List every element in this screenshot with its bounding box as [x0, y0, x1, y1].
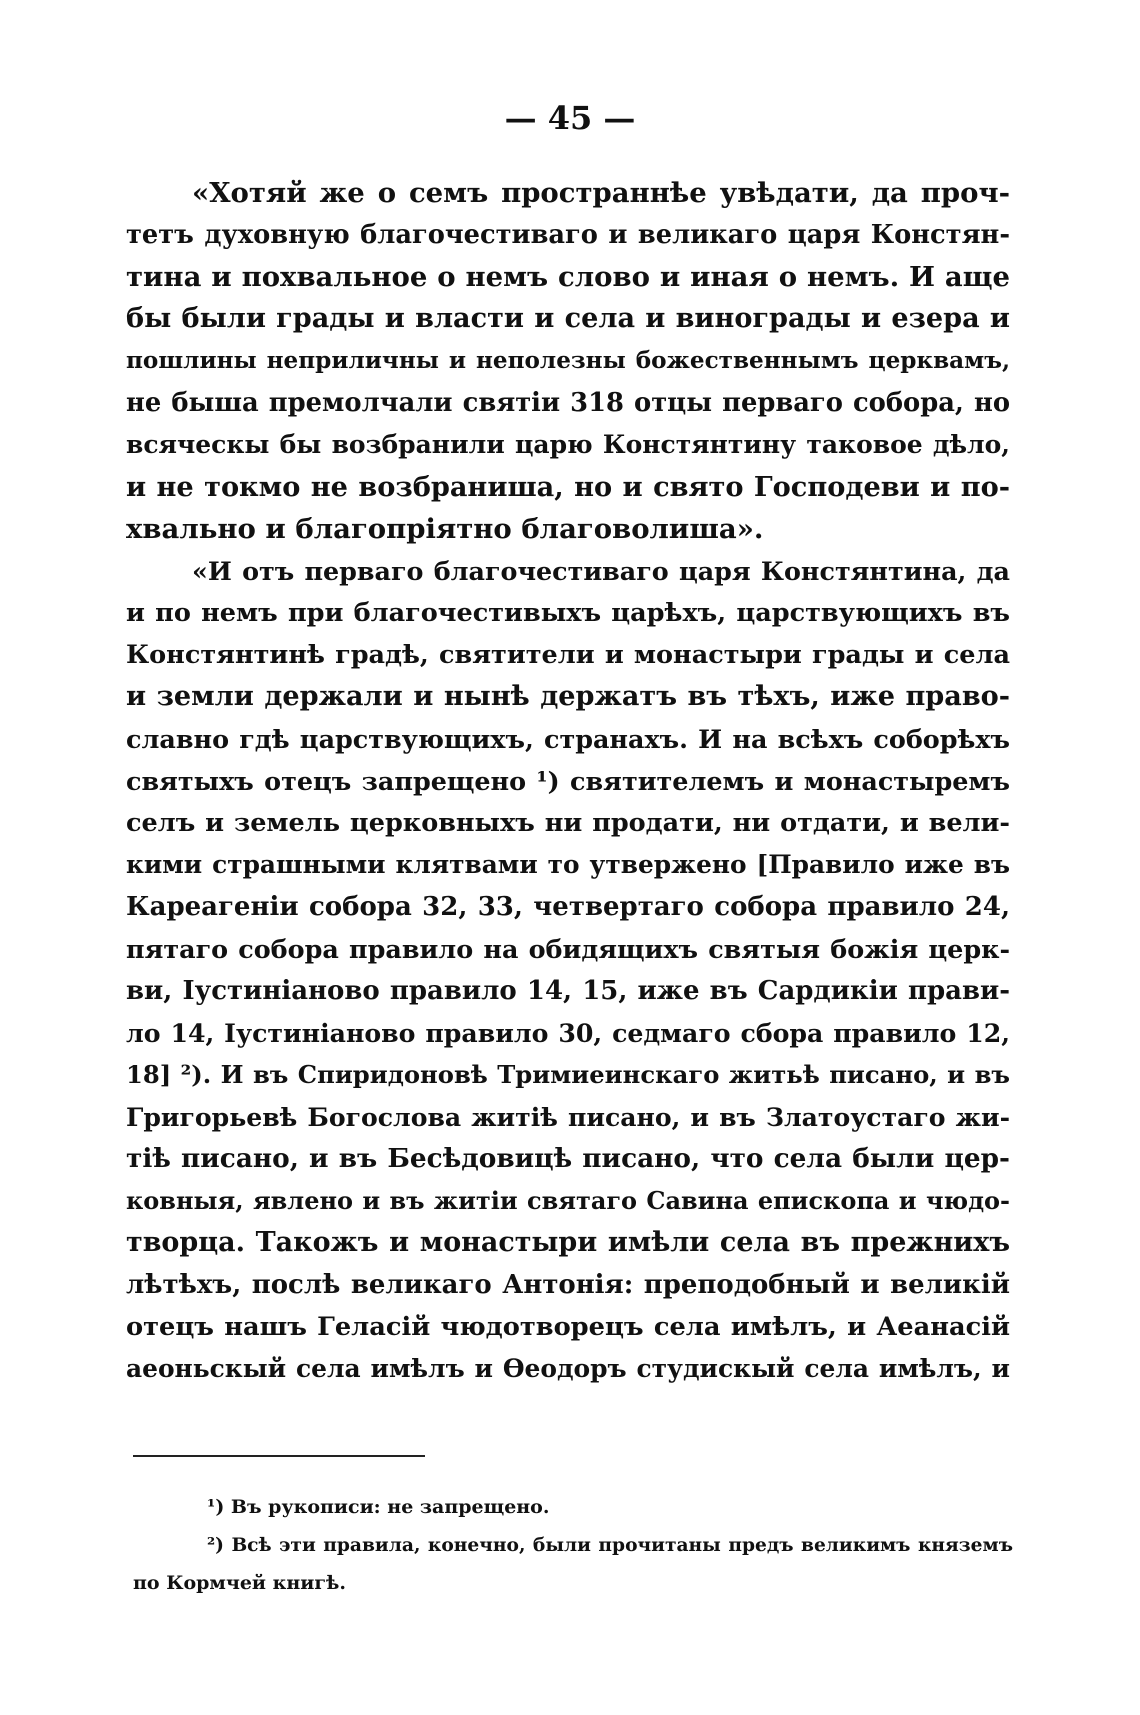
text-line: и земли держали и нынѣ держатъ въ тѣхъ, иже право-: [126, 681, 1010, 712]
text-line: кими страшными клятвами то утвержено [Правило иже въ: [126, 850, 1010, 879]
text-line: «И отъ перваго благочестиваго царя Констянтина, да: [192, 556, 1010, 586]
text-line: тетъ духовную благочестиваго и великаго царя Констян-: [126, 220, 1010, 250]
text-line: лѣтѣхъ, послѣ великаго Антонія: преподобный и великій: [126, 1270, 1010, 1300]
footnotes: [133, 1488, 1013, 1602]
text-line: и по немъ при благочестивыхъ царѣхъ, царствующихъ въ: [126, 598, 1010, 628]
text-line: творца. Такожъ и монастыри имѣли села въ прежнихъ: [126, 1227, 1010, 1258]
text-line: Кареагеніи собора 32, 33, четвертаго собора правило 24,: [126, 892, 1010, 922]
text-line: и не токмо не возбраниша, но и свято Господеви и по-: [126, 471, 1010, 503]
footnote-divider: [133, 1455, 425, 1457]
text-line: славно гдѣ царствующихъ, странахъ. И на всѣхъ соборѣхъ: [126, 724, 1010, 754]
text-line: тина и похвальное о немъ слово и иная о немъ. И аще: [126, 261, 1010, 293]
text-line: пятаго собора правило на обидящихъ святыя божія церк-: [126, 934, 1010, 964]
text-line: «Хотяй же о семъ пространнѣе увѣдати, да проч-: [192, 177, 1010, 209]
text-line: ковныя, явлено и въ житіи святаго Савина епископа и чюдо-: [126, 1186, 1010, 1215]
text-line: не быша премолчали святіи 318 отцы перваго собора, но: [126, 388, 1010, 418]
text-line: селъ и земель церковныхъ ни продати, ни отдати, и вели-: [126, 808, 1010, 838]
text-line: всяческы бы возбранили царю Констянтину таковое дѣло,: [126, 430, 1010, 459]
page-number: — 45 —: [504, 99, 636, 137]
main-text: [126, 172, 1010, 1390]
text-line: пошлины неприличны и неполезны божественнымъ церквамъ,: [126, 347, 1010, 374]
text-line: Констянтинѣ градѣ, святители и монастыри грады и села: [126, 640, 1010, 670]
text-line: Григорьевѣ Богослова житіѣ писано, и въ Златоустаго жи-: [126, 1102, 1010, 1132]
text-line: бы были грады и власти и села и винограды и езера и: [126, 303, 1010, 334]
text-line: 18] ²). И въ Спиридоновѣ Тримиеинскаго житьѣ писано, и въ: [126, 1060, 1010, 1089]
text-line: ло 14, Іустиніаново правило 30, седмаго сбора правило 12,: [126, 1018, 1010, 1048]
text-line: аеоньскый села имѣлъ и Ѳеодоръ студискый села имѣлъ, и: [126, 1354, 1010, 1383]
footnote-1: ¹) Въ рукописи: не запрещено.: [207, 1496, 550, 1518]
footnote-2-continuation: по Кормчей книгѣ.: [133, 1572, 346, 1594]
text-line: тіѣ писано, и въ Бесѣдовицѣ писано, что села были цер-: [126, 1143, 1010, 1174]
text-line: хвально и благопріятно благоволиша».: [126, 513, 764, 545]
text-line: ви, Іустиніаново правило 14, 15, иже въ Сардикіи прави-: [126, 976, 1010, 1006]
text-line: святыхъ отецъ запрещено ¹) святителемъ и монастыремъ: [126, 766, 1010, 796]
text-line: отецъ нашъ Геласій чюдотворецъ села имѣлъ, и Аеанасій: [126, 1312, 1010, 1342]
footnote-2: ²) Всѣ эти правила, конечно, были прочитаны предъ великимъ княземъ: [207, 1534, 1013, 1556]
